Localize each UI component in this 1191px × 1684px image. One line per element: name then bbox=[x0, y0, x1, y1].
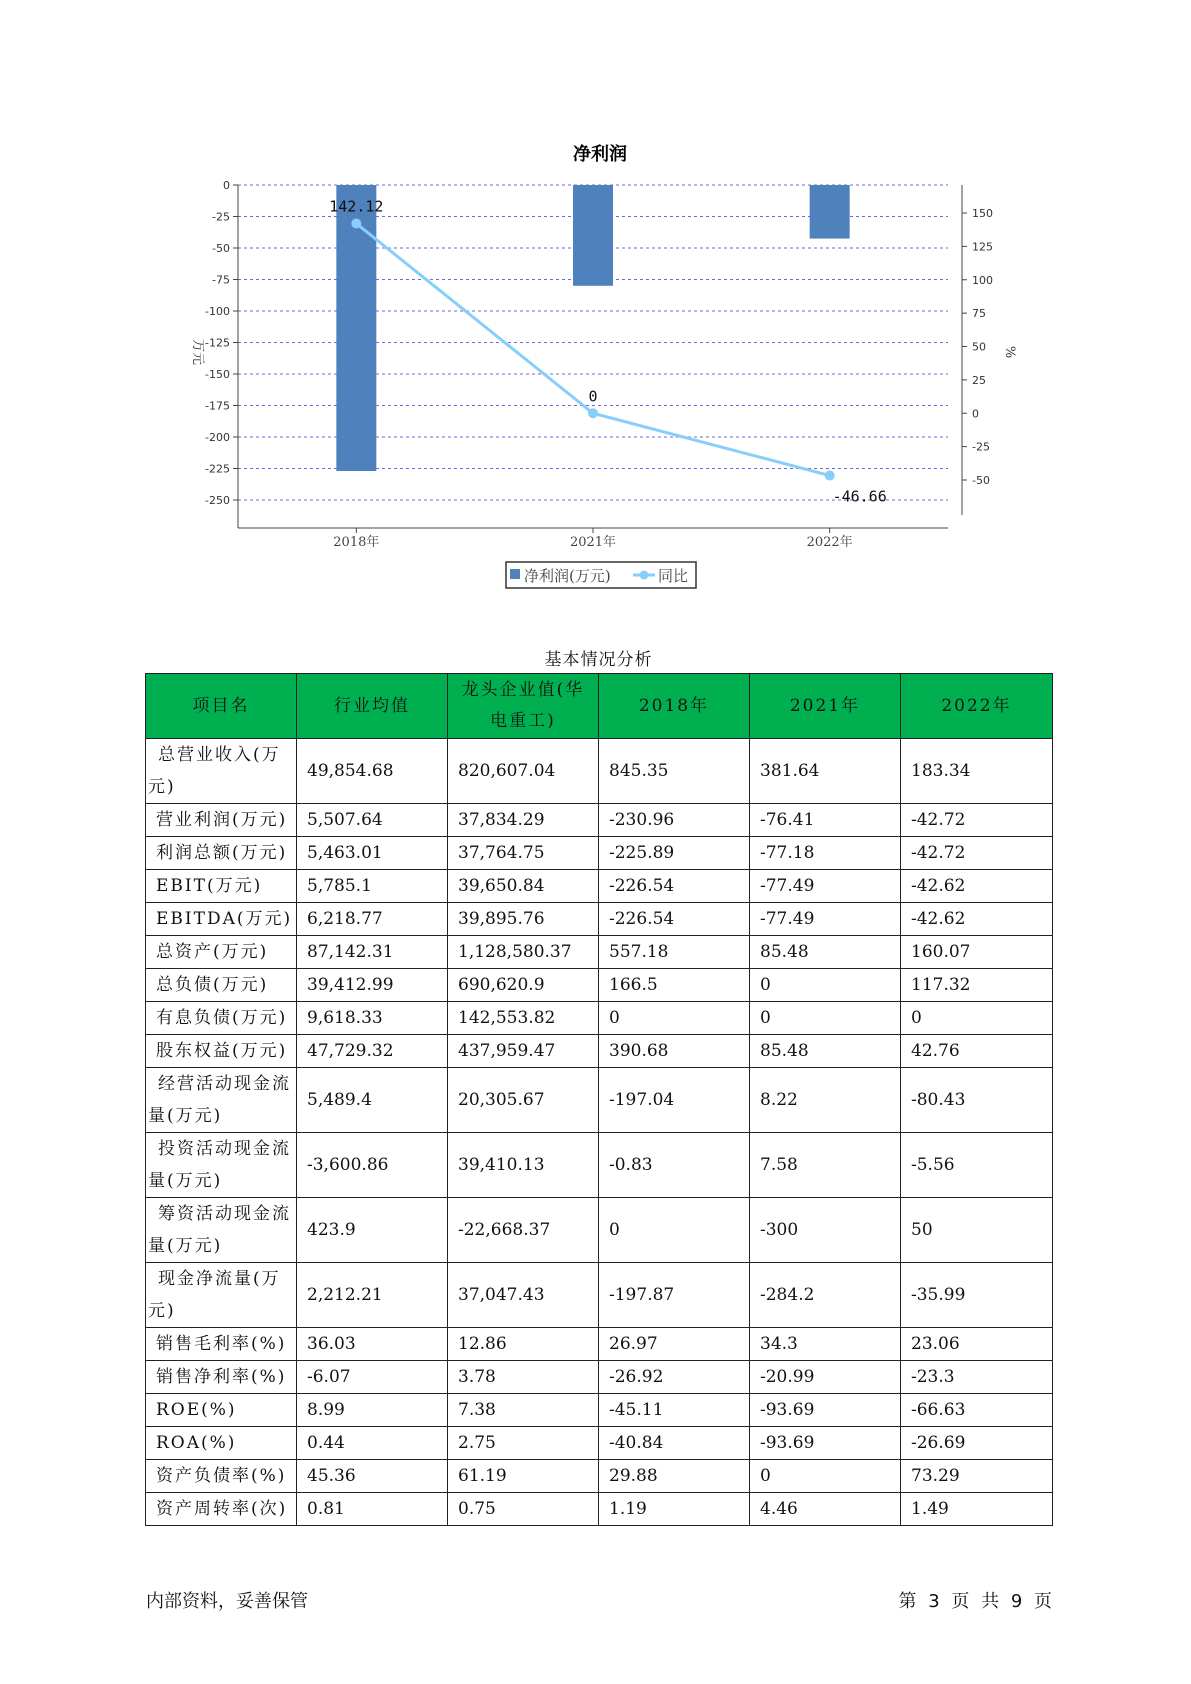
table-cell: 8.22 bbox=[750, 1068, 901, 1133]
table-cell: 0.81 bbox=[297, 1493, 448, 1526]
right-tick-label: -50 bbox=[972, 474, 990, 487]
row-label-cell: 销售毛利率(%) bbox=[146, 1328, 297, 1361]
row-label-cell: ROA(%) bbox=[146, 1427, 297, 1460]
table-cell: -93.69 bbox=[750, 1427, 901, 1460]
left-tick-label: -200 bbox=[205, 431, 230, 444]
table-cell: 50 bbox=[901, 1198, 1053, 1263]
table-row bbox=[146, 1068, 1053, 1133]
table-cell: 3.78 bbox=[448, 1361, 599, 1394]
table-cell: -42.62 bbox=[901, 870, 1053, 903]
table-cell: 47,729.32 bbox=[297, 1035, 448, 1068]
table-cell: 29.88 bbox=[599, 1460, 750, 1493]
header-2022: 2022年 bbox=[901, 674, 1053, 739]
right-tick-label: 0 bbox=[972, 407, 979, 421]
table-row bbox=[146, 739, 1053, 804]
x-axis-categories bbox=[238, 528, 948, 550]
table-cell: 0 bbox=[750, 1460, 901, 1493]
table-cell: 0 bbox=[599, 1002, 750, 1035]
table-cell: -76.41 bbox=[750, 804, 901, 837]
row-label-cell: ROE(%) bbox=[146, 1394, 297, 1427]
table-cell: 2,212.21 bbox=[297, 1263, 448, 1328]
table-row bbox=[146, 1394, 1053, 1427]
table-cell: 5,489.4 bbox=[297, 1068, 448, 1133]
table-row bbox=[146, 1427, 1053, 1460]
table-cell: 690,620.9 bbox=[448, 969, 599, 1002]
table-row bbox=[146, 837, 1053, 870]
footer-confidential-note: 内部资料，妥善保管 bbox=[146, 1591, 308, 1612]
table-cell: -0.83 bbox=[599, 1133, 750, 1198]
yoy-point bbox=[588, 408, 598, 418]
table-cell: 142,553.82 bbox=[448, 1002, 599, 1035]
bar-2022年 bbox=[810, 185, 850, 239]
table-row bbox=[146, 1035, 1053, 1068]
table-cell: 557.18 bbox=[599, 936, 750, 969]
table-cell: -226.54 bbox=[599, 870, 750, 903]
table-cell: 1.19 bbox=[599, 1493, 750, 1526]
right-tick-label: 100 bbox=[972, 273, 993, 287]
bar-2021年 bbox=[573, 185, 613, 286]
left-tick-label: -225 bbox=[205, 462, 230, 476]
table-cell: -3,600.86 bbox=[297, 1133, 448, 1198]
table-cell: 9,618.33 bbox=[297, 1002, 448, 1035]
x-tick-label: 2021年 bbox=[569, 535, 617, 550]
legend-line-marker bbox=[640, 571, 649, 580]
table-cell: -300 bbox=[750, 1198, 901, 1263]
table-row bbox=[146, 1198, 1053, 1263]
row-label-cell: 现金净流量(万元) bbox=[146, 1263, 297, 1328]
table-cell: -226.54 bbox=[599, 903, 750, 936]
table-cell: 381.64 bbox=[750, 739, 901, 804]
table-cell: 1.49 bbox=[901, 1493, 1053, 1526]
table-cell: 6,218.77 bbox=[297, 903, 448, 936]
table-cell: -42.72 bbox=[901, 804, 1053, 837]
header-item-name: 项目名 bbox=[146, 674, 297, 739]
x-tick-label: 2022年 bbox=[806, 535, 853, 550]
net-profit-chart bbox=[0, 0, 1191, 620]
table-cell: -77.49 bbox=[750, 903, 901, 936]
table-cell: 1,128,580.37 bbox=[448, 936, 599, 969]
left-tick-label: -75 bbox=[212, 273, 230, 287]
table-cell: -6.07 bbox=[297, 1361, 448, 1394]
right-tick-label: 75 bbox=[972, 307, 986, 321]
table-cell: -23.3 bbox=[901, 1361, 1053, 1394]
table-cell: 5,463.01 bbox=[297, 837, 448, 870]
legend-bar-label: 净利润(万元) bbox=[524, 567, 611, 585]
right-tick-label: -25 bbox=[972, 440, 990, 454]
table-cell: -77.18 bbox=[750, 837, 901, 870]
table-cell: -22,668.37 bbox=[448, 1198, 599, 1263]
table-cell: 61.19 bbox=[448, 1460, 599, 1493]
table-cell: -26.92 bbox=[599, 1361, 750, 1394]
left-y-axis bbox=[205, 179, 238, 528]
right-tick-label: 125 bbox=[972, 240, 993, 254]
header-leader-value: 龙头企业值(华电重工) bbox=[448, 674, 599, 739]
chart-title: 净利润 bbox=[573, 144, 627, 165]
table-cell: 820,607.04 bbox=[448, 739, 599, 804]
table-cell: -197.87 bbox=[599, 1263, 750, 1328]
table-cell: -80.43 bbox=[901, 1068, 1053, 1133]
table-cell: 37,764.75 bbox=[448, 837, 599, 870]
right-tick-label: 25 bbox=[972, 373, 986, 387]
table-row bbox=[146, 969, 1053, 1002]
table-row bbox=[146, 936, 1053, 969]
table-row bbox=[146, 804, 1053, 837]
table-cell: 183.34 bbox=[901, 739, 1053, 804]
table-cell: 0 bbox=[750, 969, 901, 1002]
row-label-cell: 总负债(万元) bbox=[146, 969, 297, 1002]
table-cell: 0 bbox=[901, 1002, 1053, 1035]
table-cell: 45.36 bbox=[297, 1460, 448, 1493]
table-cell: -284.2 bbox=[750, 1263, 901, 1328]
table-cell: 23.06 bbox=[901, 1328, 1053, 1361]
row-label-cell: 总营业收入(万元) bbox=[146, 739, 297, 804]
table-cell: 87,142.31 bbox=[297, 936, 448, 969]
table-cell: 39,650.84 bbox=[448, 870, 599, 903]
row-label-cell: EBITDA(万元) bbox=[146, 903, 297, 936]
table-cell: -93.69 bbox=[750, 1394, 901, 1427]
table-cell: 845.35 bbox=[599, 739, 750, 804]
left-tick-label: -100 bbox=[205, 305, 230, 318]
table-row bbox=[146, 1263, 1053, 1328]
chart-legend bbox=[506, 562, 696, 588]
table-cell: -5.56 bbox=[901, 1133, 1053, 1198]
table-cell: 26.97 bbox=[599, 1328, 750, 1361]
table-cell: -225.89 bbox=[599, 837, 750, 870]
table-cell: 39,410.13 bbox=[448, 1133, 599, 1198]
table-cell: 49,854.68 bbox=[297, 739, 448, 804]
table-cell: 0 bbox=[750, 1002, 901, 1035]
table-cell: 7.58 bbox=[750, 1133, 901, 1198]
table-cell: 7.38 bbox=[448, 1394, 599, 1427]
table-title: 基本情况分析 bbox=[544, 650, 653, 670]
table-cell: 34.3 bbox=[750, 1328, 901, 1361]
row-label-cell: 资产周转率(次) bbox=[146, 1493, 297, 1526]
table-cell: -66.63 bbox=[901, 1394, 1053, 1427]
table-row bbox=[146, 903, 1053, 936]
right-axis-label: % bbox=[1002, 345, 1017, 359]
table-cell: 390.68 bbox=[599, 1035, 750, 1068]
table-row bbox=[146, 1460, 1053, 1493]
yoy-point bbox=[351, 219, 361, 229]
table-cell: 20,305.67 bbox=[448, 1068, 599, 1133]
yoy-data-label: 0 bbox=[588, 387, 598, 406]
row-label-cell: 筹资活动现金流量(万元) bbox=[146, 1198, 297, 1263]
table-cell: 160.07 bbox=[901, 936, 1053, 969]
table-cell: 37,834.29 bbox=[448, 804, 599, 837]
left-tick-label: -125 bbox=[205, 336, 230, 350]
table-row bbox=[146, 1493, 1053, 1526]
table-cell: 37,047.43 bbox=[448, 1263, 599, 1328]
table-cell: 85.48 bbox=[750, 936, 901, 969]
legend-bar-swatch bbox=[510, 569, 520, 579]
table-cell: 39,895.76 bbox=[448, 903, 599, 936]
left-axis-label: 万元 bbox=[190, 338, 205, 366]
left-tick-label: -150 bbox=[205, 368, 230, 381]
table-cell: 0 bbox=[599, 1198, 750, 1263]
left-tick-label: 0 bbox=[223, 179, 230, 192]
table-cell: 42.76 bbox=[901, 1035, 1053, 1068]
table-cell: -42.72 bbox=[901, 837, 1053, 870]
table-cell: -230.96 bbox=[599, 804, 750, 837]
x-tick-label: 2018年 bbox=[333, 535, 380, 550]
right-tick-label: 150 bbox=[972, 207, 993, 220]
table-cell: -42.62 bbox=[901, 903, 1053, 936]
table-cell: 423.9 bbox=[297, 1198, 448, 1263]
table-cell: 166.5 bbox=[599, 969, 750, 1002]
left-tick-label: -175 bbox=[205, 399, 230, 413]
table-cell: 39,412.99 bbox=[297, 969, 448, 1002]
table-header-row bbox=[146, 674, 1053, 739]
row-label-cell: 营业利润(万元) bbox=[146, 804, 297, 837]
header-2021: 2021年 bbox=[750, 674, 901, 739]
bar-series bbox=[336, 185, 849, 471]
row-label-cell: EBIT(万元) bbox=[146, 870, 297, 903]
yoy-data-label: -46.66 bbox=[832, 487, 887, 506]
table-cell: 0.75 bbox=[448, 1493, 599, 1526]
table-cell: 5,507.64 bbox=[297, 804, 448, 837]
row-label-cell: 销售净利率(%) bbox=[146, 1361, 297, 1394]
table-row bbox=[146, 1133, 1053, 1198]
table-cell: -26.69 bbox=[901, 1427, 1053, 1460]
row-label-cell: 总资产(万元) bbox=[146, 936, 297, 969]
table-cell: -197.04 bbox=[599, 1068, 750, 1133]
row-label-cell: 有息负债(万元) bbox=[146, 1002, 297, 1035]
legend-line-label: 同比 bbox=[658, 567, 689, 585]
table-row bbox=[146, 1328, 1053, 1361]
row-label-cell: 资产负债率(%) bbox=[146, 1460, 297, 1493]
right-y-axis bbox=[962, 185, 993, 515]
table-row bbox=[146, 1002, 1053, 1035]
left-tick-label: -50 bbox=[212, 242, 230, 255]
table-cell: -40.84 bbox=[599, 1427, 750, 1460]
yoy-data-label: 142.12 bbox=[329, 197, 384, 216]
yoy-point bbox=[825, 471, 835, 481]
right-tick-label: 50 bbox=[972, 340, 986, 354]
table-row bbox=[146, 1361, 1053, 1394]
table-cell: 0.44 bbox=[297, 1427, 448, 1460]
table-cell: 12.86 bbox=[448, 1328, 599, 1361]
footer-page-number: 第 3 页 共 9 页 bbox=[898, 1591, 1052, 1612]
table-cell: 85.48 bbox=[750, 1035, 901, 1068]
row-label-cell: 投资活动现金流量(万元) bbox=[146, 1133, 297, 1198]
analysis-table bbox=[145, 673, 1053, 1526]
header-2018: 2018年 bbox=[599, 674, 750, 739]
left-tick-label: -250 bbox=[205, 494, 230, 507]
table-cell: 4.46 bbox=[750, 1493, 901, 1526]
row-label-cell: 股东权益(万元) bbox=[146, 1035, 297, 1068]
table-cell: 8.99 bbox=[297, 1394, 448, 1427]
table-cell: -35.99 bbox=[901, 1263, 1053, 1328]
table-cell: 2.75 bbox=[448, 1427, 599, 1460]
table-cell: -45.11 bbox=[599, 1394, 750, 1427]
row-label-cell: 利润总额(万元) bbox=[146, 837, 297, 870]
left-tick-label: -25 bbox=[212, 210, 230, 224]
table-cell: 437,959.47 bbox=[448, 1035, 599, 1068]
table-cell: 73.29 bbox=[901, 1460, 1053, 1493]
table-cell: -77.49 bbox=[750, 870, 901, 903]
table-row bbox=[146, 870, 1053, 903]
table-cell: 36.03 bbox=[297, 1328, 448, 1361]
table-cell: 117.32 bbox=[901, 969, 1053, 1002]
table-cell: -20.99 bbox=[750, 1361, 901, 1394]
row-label-cell: 经营活动现金流量(万元) bbox=[146, 1068, 297, 1133]
table-cell: 5,785.1 bbox=[297, 870, 448, 903]
header-industry-avg: 行业均值 bbox=[297, 674, 448, 739]
